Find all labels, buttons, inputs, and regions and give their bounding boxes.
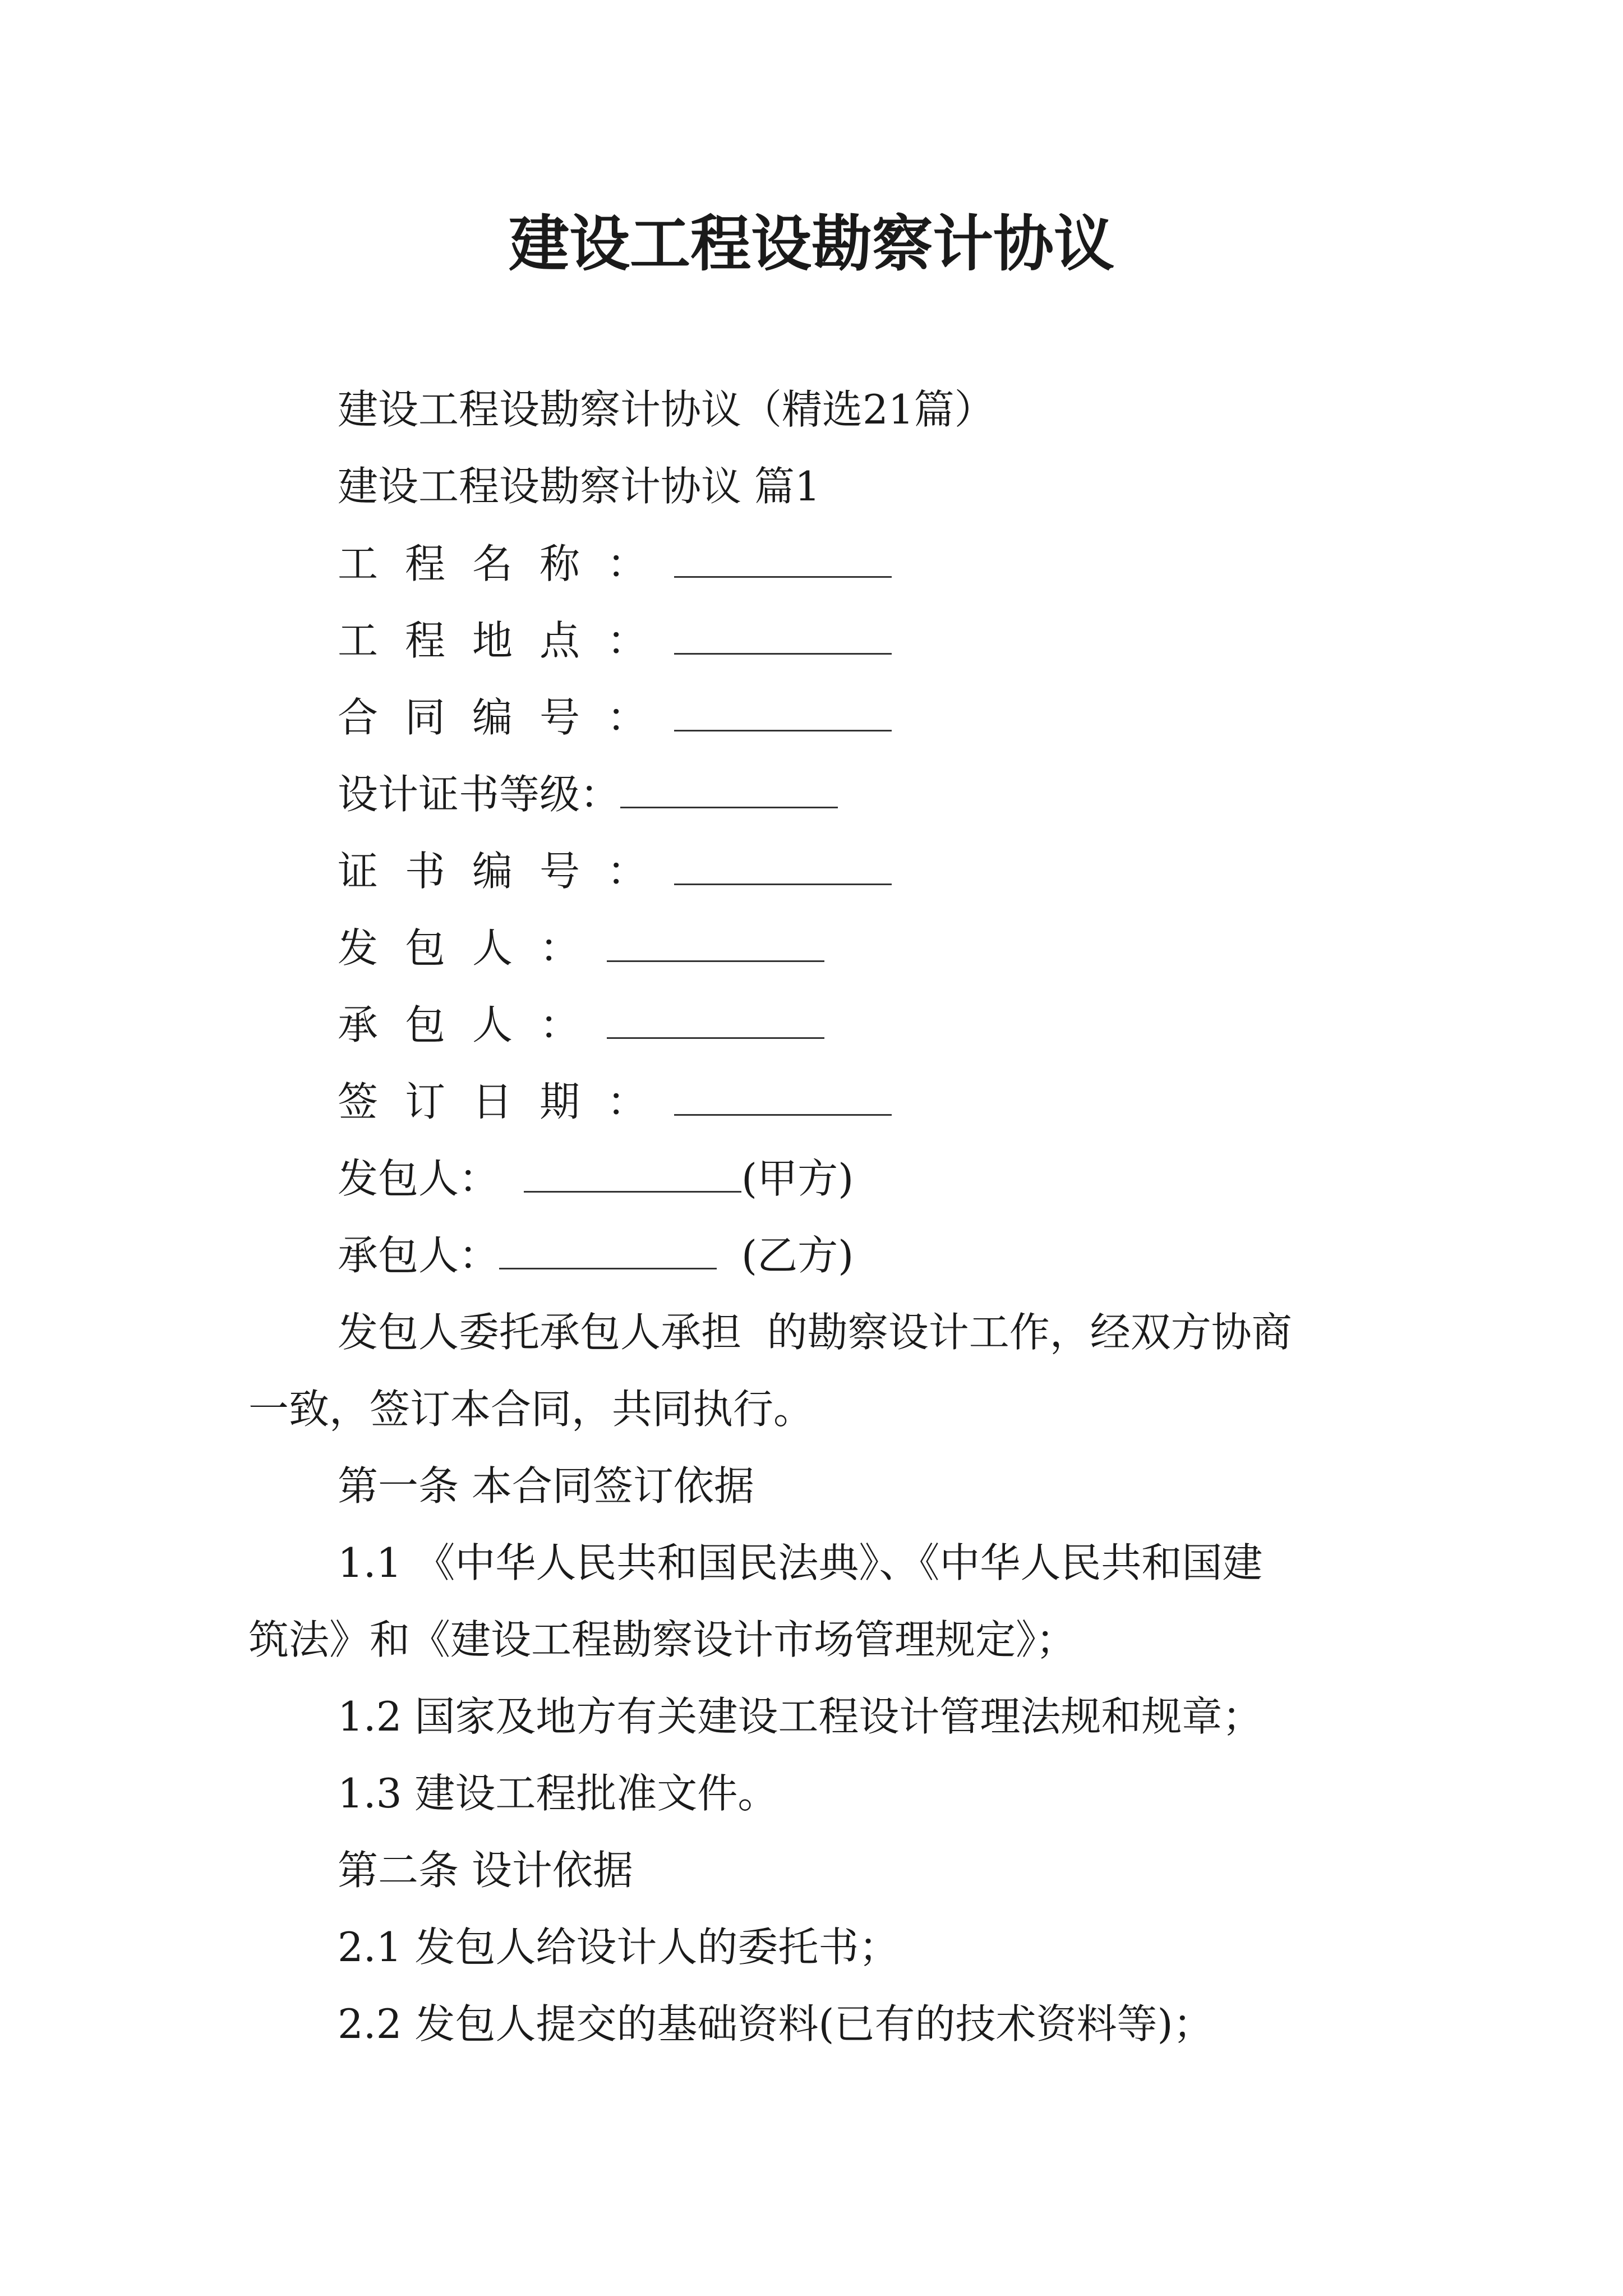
blank-line — [674, 850, 892, 885]
field-label: 设计证书等级： — [338, 771, 621, 818]
blank-line — [620, 773, 838, 808]
field-label: 承包人： — [338, 1001, 607, 1048]
blank-line — [674, 1080, 892, 1116]
party-a-label: 发包人： — [338, 1155, 500, 1202]
article-2-heading: 第二条 设计依据 — [338, 1847, 633, 1894]
party-a-suffix: (甲方) — [741, 1155, 854, 1202]
party-a-line — [338, 1151, 854, 1207]
field-signing-date — [338, 1074, 892, 1130]
intro-line-1: 发包人委托承包人承担 的勘察设计工作，经双方协商 — [338, 1309, 1292, 1356]
blank-line — [674, 542, 892, 578]
blank-line — [607, 927, 824, 962]
party-b-label: 承包人： — [338, 1232, 500, 1279]
article-1-item-2: 1.2 国家及地方有关建设工程设计管理法规和规章； — [338, 1693, 1263, 1740]
blank-line — [674, 619, 892, 655]
party-b-line — [338, 1227, 854, 1283]
field-label: 发包人： — [338, 924, 607, 972]
article-2-item-1: 2.1 发包人给设计人的委托书； — [338, 1924, 900, 1971]
field-certificate-number — [338, 843, 892, 899]
article-1-heading: 第一条 本合同签订依据 — [338, 1462, 754, 1510]
field-contract-number — [338, 689, 892, 746]
subtitle: 建设工程设勘察计协议（精选21篇） — [338, 386, 995, 433]
intro-line-2: 一致，签订本合同，共同执行。 — [248, 1386, 814, 1433]
field-label: 工程名称： — [338, 540, 675, 587]
article-1-item-1-line-2: 筑法》和《建设工程勘察设计市场管理规定》； — [248, 1616, 1077, 1663]
party-b-suffix: (乙方) — [741, 1232, 854, 1279]
chapter-heading: 建设工程设勘察计协议 篇1 — [338, 463, 820, 510]
field-label: 证书编号： — [338, 848, 675, 895]
field-certificate-grade — [338, 766, 838, 822]
article-2-item-2: 2.2 发包人提交的基础资料(已有的技术资料等)； — [338, 2000, 1214, 2047]
article-1-item-1-line-1: 1.1 《中华人民共和国民法典》、《中华人民共和国建 — [338, 1539, 1263, 1586]
field-project-location — [338, 613, 892, 669]
field-project-name — [338, 536, 892, 592]
field-contractor — [338, 997, 824, 1053]
document-title: 建设工程设勘察计协议 — [508, 209, 1114, 279]
field-label: 合同编号： — [338, 694, 675, 741]
field-label: 工程地点： — [338, 617, 675, 664]
blank-line — [499, 1234, 717, 1269]
blank-line — [607, 1004, 824, 1039]
article-1-item-3: 1.3 建设工程批准文件。 — [338, 1770, 778, 1817]
field-label: 签订日期： — [338, 1078, 675, 1125]
field-employer — [338, 920, 824, 976]
blank-line — [674, 696, 892, 731]
blank-line — [524, 1157, 741, 1193]
